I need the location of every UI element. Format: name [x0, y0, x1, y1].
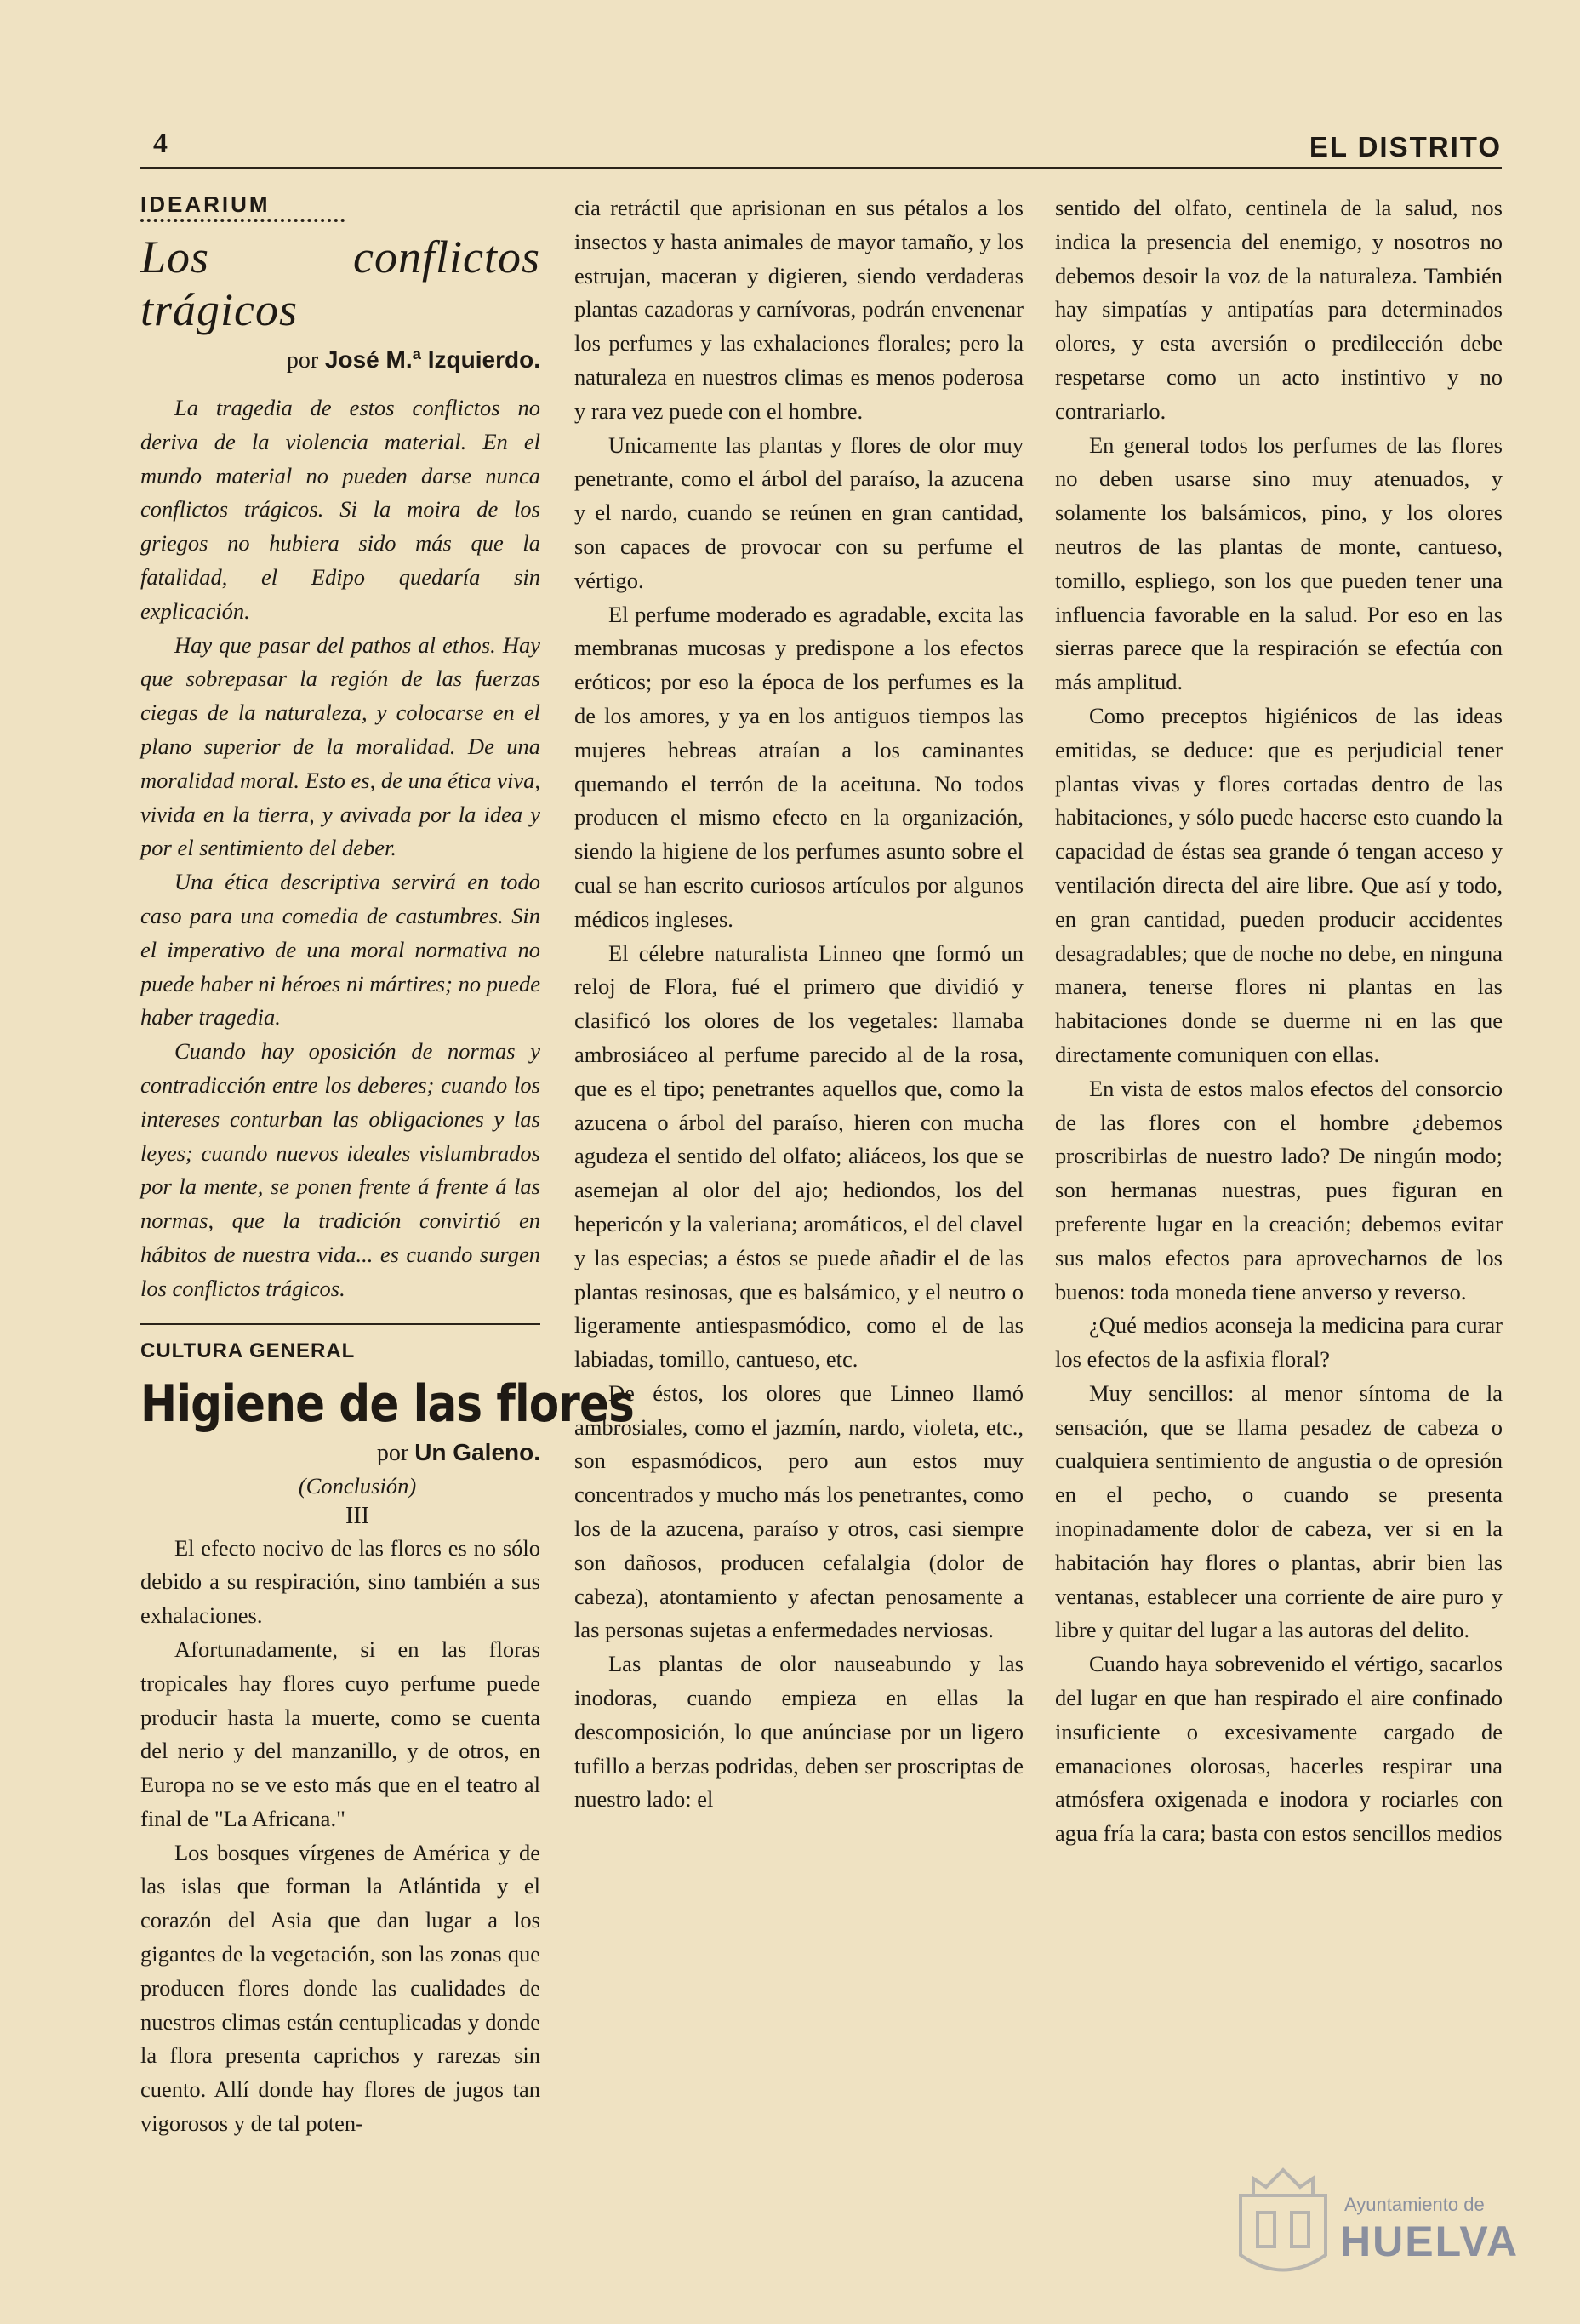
byline-author: Un Galeno. [414, 1438, 540, 1465]
paragraph: Como preceptos higiénicos de las ideas emitidas, se deduce: que es perjudicial tener plantas vivas y flores cortadas dentro de las habitaciones, y sólo puede hacerse esto cuando la capacidad de éstas sea grande ó tengan acceso y ventilación directa del aire libre. Que así y todo, en gran cantidad, pueden producir accidentes desagradables; que de noche no debe, en ninguna manera, tenerse flores ni plantas en las habitaciones donde se duerme ni en las que directamente comuniquen con ellas. [1055, 702, 1503, 1067]
section-label-idearium: IDEARIUM [140, 191, 271, 217]
article-byline [140, 345, 540, 376]
byline-por: por [376, 1439, 409, 1466]
paragraph: Hay que pasar del pathos al ethos. Hay que sobrepasar la región de las fuerzas ciegas de la naturaleza, y colocarse en el plano superior de la moralidad. De una moralidad moral. Esto es, de una ética viva, vivida en la tierra, y avivada por la idea y por el sentimiento del deber. [140, 631, 540, 861]
watermark-line-1: Ayuntamiento de [1344, 2194, 1485, 2215]
article-title-conflictos: Los conflictos trágicos [140, 231, 540, 335]
paragraph: Los bosques vírgenes de América y de las islas que forman la Atlántida y el corazón del Asia que dan lugar a los gigantes de la vegetación, son las zonas que producen flores donde las cualidades de nuestros climas están centuplicadas y donde la flora presenta caprichos y rarezas sin cuento. Allí donde hay flores de jugos tan vigorosos y de tal poten- [140, 1839, 540, 2137]
paragraph: El efecto nocivo de las flores es no sólo debido a su respiración, sino también a sus exhalaciones. [140, 1534, 540, 1629]
paragraph: Afortunadamente, si en las floras tropicales hay flores cuyo perfume puede producir hasta la muerte, como se cuenta del nerio y del manzanillo, y de otros, en Europa no se ve esto más que en el teatro al final de "La Africana." [140, 1636, 540, 1831]
page-number: 4 [153, 128, 168, 159]
paragraph: Una ética descriptiva servirá en todo caso para una comedia de castumbres. Sin el imperativo de una moral normativa no puede haber ni héroes ni mártires; no puede haber tragedia. [140, 869, 540, 1031]
column-2 [574, 191, 1024, 1817]
column-3 [1055, 191, 1503, 1851]
article-byline [140, 1436, 540, 1470]
column-1 [140, 191, 634, 2141]
header-rule [140, 167, 1502, 169]
paragraph: sentido del olfato, centinela de la salud, nos indica la presencia del enemigo, y nosotros no debemos desoir la voz de la naturaleza. También hay simpatías y antipatías para determinados olores, y esta aversión o predilección debe respetarse como un acto instintivo y no contrariarlo. [1055, 195, 1503, 424]
newspaper-title: EL DISTRITO [1309, 131, 1502, 163]
chapter-number: III [345, 1502, 369, 1529]
paragraph: Cuando haya sobrevenido el vértigo, sacarlos del lugar en que han respirado el aire confinado insuficiente o excesivamente cargado de emanaciones olorosas, hacerles respirar una atmósfera oxigenada e inodora y rociarles con agua fría la cara; basta con estos sencillos medios [1055, 1651, 1503, 1847]
article-subtitle: (Conclusión) [298, 1472, 417, 1499]
section-label-cultura: CULTURA GENERAL [140, 1339, 356, 1362]
paragraph: La tragedia de estos conflictos no deriva de la violencia material. En el mundo material no pueden darse nunca conflictos trágicos. Si la moira de los griegos no hubiera sido más que la fatalidad, el Edipo quedaría sin explicación. [140, 395, 540, 624]
paragraph: Unicamente las plantas y flores de olor muy penetrante, como el árbol del paraíso, la azucena y el nardo, cuando se reúnen en gran cantidad, son capaces de provocar con su perfume el vértigo. [574, 431, 1024, 593]
paragraph: Cuando hay oposición de normas y contradicción entre los deberes; cuando los intereses conturban las obligaciones y las leyes; cuando nuevos ideales vislumbrados por la mente, se ponen frente á frente á las normas, que la tradición convirtió en hábitos de nuestra vida... es cuando surgen los conflictos trágicos. [140, 1038, 540, 1301]
paragraph: cia retráctil que aprisionan en sus pétalos a los insectos y hasta animales de mayor tamaño, y los estrujan, maceran y digieren, siendo verdaderas plantas cazadoras y carnívoras, podrán envenenar los perfumes y las exhalaciones florales; pero la naturaleza en nuestros climas es menos poderosa y rara vez puede con el hombre. [574, 195, 1024, 424]
paragraph: El célebre naturalista Linneo qne formó un reloj de Flora, fué el primero que dividió y clasificó los olores de los vegetales: llamaba ambrosiáceo al perfume parecido al de la rosa, que es el tipo; penetrantes aquellos que, como la azucena o árbol del paraíso, hieren con mucha agudeza el sentido del olfato; aliáceos, los que se asemejan al olor del ajo; hediondos, los del hepericón y la valeriana; aromáticos, el del clavel y las especias; a éstos se puede añadir el de las plantas resinosas, que es balsámico, y el neutro o ligeramente antiespasmódico, como el de las labiadas, tomillo, cantueso, etc. [574, 939, 1024, 1373]
byline-por: por [286, 347, 319, 374]
paragraph: De éstos, los olores que Linneo llamó ambrosiales, como el jazmín, nardo, violeta, etc., son espasmódicos, pero aun estos muy concentrados y mucho más los penetrantes, como los de la azucena, paraíso y otros, casi siempre son dañosos, producen cefalalgia (dolor de cabeza), atontamiento y afectan penosamente a las personas sujetas a enfermedades nerviosas. [574, 1379, 1024, 1643]
watermark-line-2: HUELVA [1340, 2218, 1520, 2265]
paragraph: ¿Qué medios aconseja la medicina para curar los efectos de la asfixia floral? [1055, 1312, 1503, 1373]
paragraph: Las plantas de olor nauseabundo y las inodoras, cuando empieza en ellas la descomposición, lo que anúnciase por un ligero tufillo a berzas podridas, deben ser proscriptas de nuestro lado: el [574, 1651, 1024, 1813]
byline-author: José M.ª Izquierdo. [324, 346, 540, 373]
page-header [140, 128, 1502, 162]
paragraph: En vista de estos malos efectos del consorcio de las flores con el hombre ¿debemos proscribirlas de nuestro lado? De ningún modo; son hermanas nuestras, pues figuran en preferente lugar en la creación; debemos evitar sus malos efectos para aprovecharnos de los buenos: toda moneda tiene anverso y reverso. [1055, 1075, 1503, 1305]
paragraph: Muy sencillos: al menor síntoma de la sensación, que se llama pesadez de cabeza o cualquiera sentimiento de angustia o de opresión en el pecho, o cuando se presenta inopinadamente dolor de cabeza, ver si en la habitación hay flores o plantas, abrir bien las ventanas, establecer una corriente de aire puro y libre y quitar del lugar a las autoras del delito. [1055, 1379, 1503, 1643]
article-divider [140, 1323, 540, 1325]
article-title-higiene: Higiene de las flores [140, 1373, 634, 1434]
paragraph: En general todos los perfumes de las flores no deben usarse sino muy atenuados, y solamente los balsámicos, pino, y los olores neutros de las plantas de monte, cantueso, tomillo, espliego, son los que pueden tener una influencia favorable en la salud. Por eso en las sierras parece que la respiración se efectúa con más amplitud. [1055, 431, 1503, 695]
paragraph: El perfume moderado es agradable, excita las membranas mucosas y predispone a los efectos eróticos; por eso la época de los perfumes es la de los amores, y ya en los antiguos tiempos las mujeres hebreas atraían a los caminantes quemando el terrón de la aceituna. No todos producen el mismo efecto en la organización, siendo la higiene de los perfumes asunto sobre el cual se han escrito curiosos artículos por algunos médicos ingleses. [574, 601, 1024, 932]
section-dots [140, 219, 345, 222]
